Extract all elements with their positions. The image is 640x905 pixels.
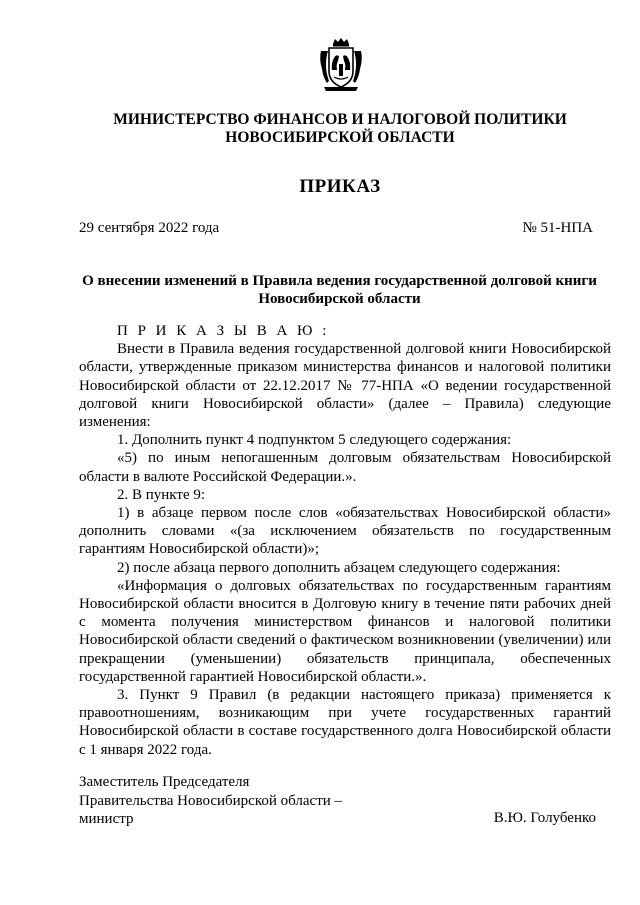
document-number: № 51-НПА	[522, 220, 593, 236]
signer-position-line1: Заместитель Председателя	[79, 774, 250, 790]
paragraph: «5) по иным непогашенным долговым обязательствам Новосибирской области в валюте Российской Федерации.».	[79, 450, 611, 485]
novosibirsk-coat-of-arms-icon	[318, 37, 364, 92]
signer-position-line3: министр	[79, 811, 134, 827]
paragraph: «Информация о долговых обязательствах по государственным гарантиям Новосибирской области вносится в Долговую книгу в течение пяти рабочих дней с момента получения министерством финансов и налоговой политики Новосибирской области сведений о фактическом возникновении (увеличении) или прекращении (уменьшении) обязательств принципала, обеспеченных государственной гарантией Новосибирской области.».	[79, 577, 611, 685]
document-body	[79, 322, 611, 759]
paragraph: 1. Дополнить пункт 4 подпунктом 5 следующего содержания:	[117, 432, 512, 449]
paragraph: 2) после абзаца первого дополнить абзацем следующего содержания:	[117, 559, 561, 576]
subject-line2: Новосибирской области	[258, 291, 421, 307]
paragraph: 1) в абзаце первом после слов «обязательствах Новосибирской области» дополнить словами «(за исключением обязательств по государственным гарантиям Новосибирской области)»;	[79, 505, 611, 558]
paragraph: Внести в Правила ведения государственной долговой книги Новосибирской области, утвержденные приказом министерства финансов и налоговой политики Новосибирской области от 22.12.2017 № 77-НПА «О ведении государственной долговой книги Новосибирской области» (далее – Правила) следующие изменения:	[79, 341, 611, 431]
ministry-name-line1: МИНИСТЕРСТВО ФИНАНСОВ И НАЛОГОВОЙ ПОЛИТИКИ	[113, 111, 567, 128]
subject-line1: О внесении изменений в Правила ведения государственной долговой книги	[82, 273, 597, 289]
paragraph: 2. В пункте 9:	[117, 486, 206, 503]
document-date: 29 сентября 2022 года	[79, 220, 220, 236]
ministry-name-line2: НОВОСИБИРСКОЙ ОБЛАСТИ	[225, 129, 455, 146]
signer-position-line2: Правительства Новосибирской области –	[79, 792, 343, 809]
document-subject	[79, 272, 600, 308]
paragraph: 3. Пункт 9 Правил (в редакции настоящего приказа) применяется к правоотношениям, возникающим при учете государственных гарантий Новосибирской области в составе государственного долга Новосибирской области с 1 января 2022 года.	[79, 687, 611, 758]
order-word: П Р И К А З Ы В А Ю :	[117, 323, 330, 339]
signer-name: В.Ю. Голубенко	[493, 810, 596, 826]
document-type: ПРИКАЗ	[299, 176, 381, 197]
signer-position	[79, 773, 342, 829]
